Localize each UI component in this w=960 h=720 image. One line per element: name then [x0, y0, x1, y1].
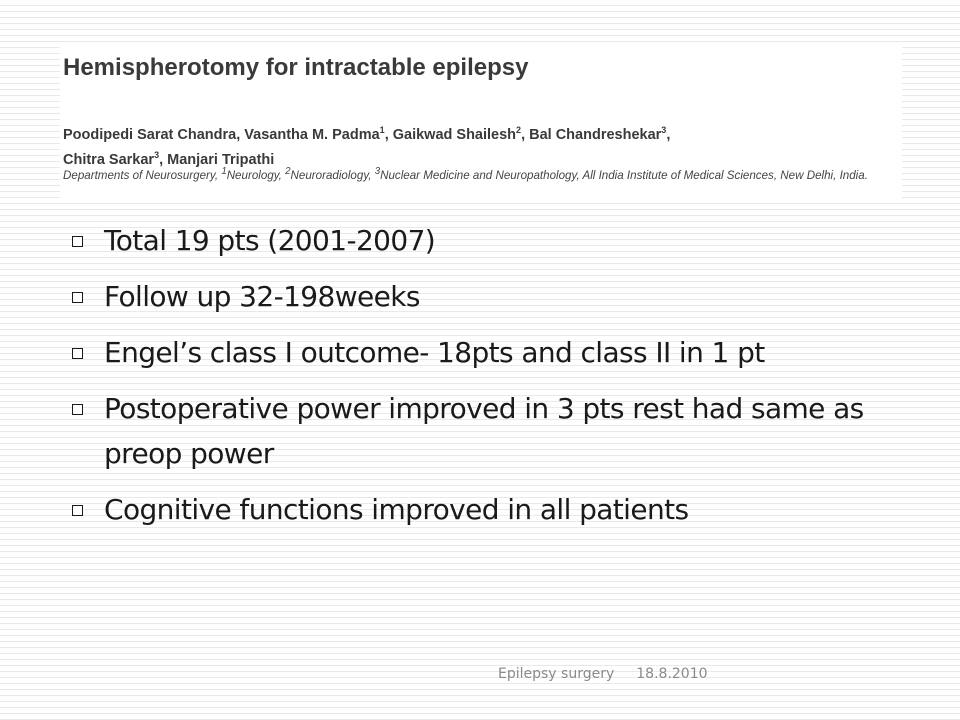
paper-authors — [63, 120, 670, 170]
bullet-text: Cognitive functions improved in all patients — [104, 493, 689, 526]
bullet-item — [72, 386, 892, 476]
footer-label: Epilepsy surgery — [498, 666, 615, 682]
authors-line-1 — [63, 120, 670, 145]
bullet-list — [72, 218, 892, 543]
affiliation-text: Neurology, — [226, 168, 286, 182]
bullet-item — [72, 218, 892, 263]
square-bullet-icon — [72, 236, 83, 247]
square-bullet-icon — [72, 292, 83, 303]
square-bullet-icon — [72, 505, 83, 516]
author-text: , — [666, 126, 671, 143]
author-text: , Gaikwad Shailesh — [384, 126, 517, 143]
paper-affiliations — [63, 164, 905, 184]
affiliation-text: Neuroradiology, — [290, 168, 375, 182]
bullet-item — [72, 274, 892, 319]
author-text: , Bal Chandreshekar — [521, 126, 662, 143]
bullet-item — [72, 487, 892, 532]
author-superscript: 3 — [661, 125, 667, 135]
affiliation-superscript: 2 — [285, 166, 291, 177]
author-text: , Manjari Tripathi — [159, 151, 275, 168]
affiliation-text: Nuclear Medicine and Neuropathology, All India Institute of Medical Sciences, New Delhi, India. — [380, 168, 868, 182]
bullet-text: Total 19 pts (2001-2007) — [104, 224, 436, 257]
affiliation-superscript: 1 — [221, 166, 227, 177]
square-bullet-icon — [72, 348, 83, 359]
footer-date: 18.8.2010 — [636, 666, 708, 682]
bullet-text: Postoperative power improved in 3 pts rest had same as preop power — [104, 392, 864, 470]
affiliation-text: Departments of Neurosurgery, — [63, 168, 222, 182]
author-superscript: 3 — [154, 149, 160, 160]
paper-header-image — [60, 44, 902, 200]
author-superscript: 2 — [516, 125, 522, 135]
author-text: Poodipedi Sarat Chandra, Vasantha M. Padma — [63, 126, 380, 143]
author-text: Chitra Sarkar — [63, 151, 155, 168]
square-bullet-icon — [72, 404, 83, 415]
bullet-text: Engel’s class I outcome- 18pts and class II in 1 pt — [104, 336, 765, 369]
author-superscript: 1 — [379, 125, 385, 135]
bullet-item — [72, 330, 892, 375]
slide-footer — [498, 666, 708, 682]
affiliation-superscript: 3 — [374, 166, 381, 177]
paper-title: Hemispherotomy for intractable epilepsy — [63, 54, 529, 81]
bullet-text: Follow up 32-198weeks — [104, 280, 420, 313]
